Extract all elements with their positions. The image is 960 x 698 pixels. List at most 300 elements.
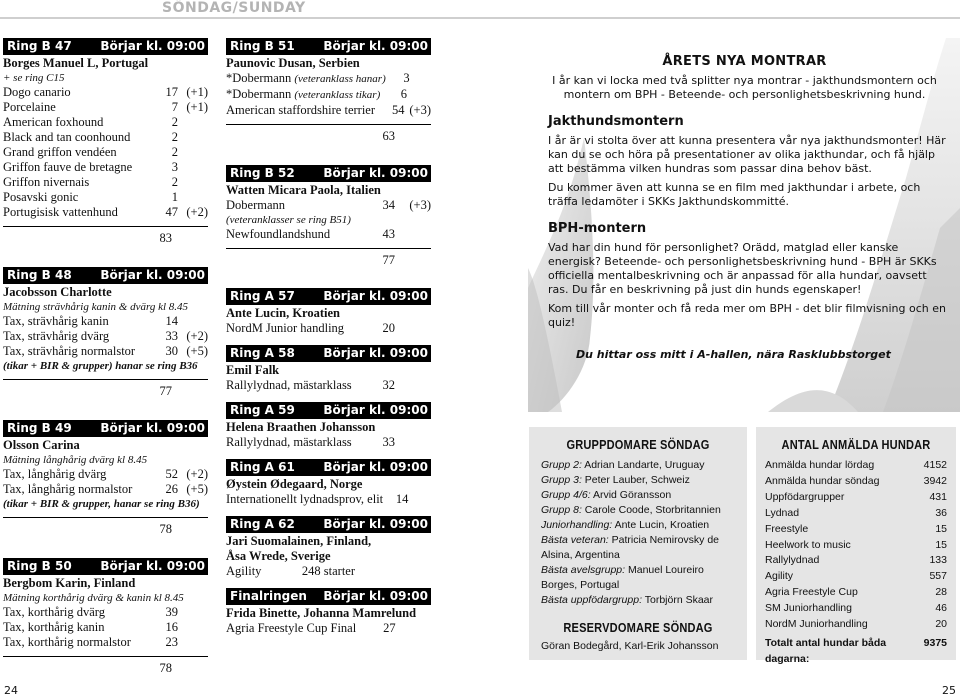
- entry-delta: [410, 71, 431, 87]
- section-heading-jakthund: Jakthundsmontern: [548, 114, 684, 129]
- antal-row: [765, 601, 947, 617]
- ring-total: 83: [159, 231, 172, 245]
- breed-name-text: Tax, strävhårig dvärg: [3, 329, 110, 343]
- breed-row: [226, 87, 431, 103]
- entry-count: 39: [165, 605, 178, 619]
- breed-row: [3, 145, 208, 160]
- ring-name: Ring A 62: [230, 517, 295, 531]
- ring-header-bar: [226, 516, 431, 533]
- montrar-location: Du hittar oss mitt i A-hallen, nära Rasklubbstorget: [576, 348, 891, 361]
- ring-start-time: Börjar kl. 09:00: [100, 268, 205, 282]
- entry-count: 26: [165, 482, 178, 496]
- ring-block: [3, 420, 208, 537]
- entry-count: 6: [400, 87, 407, 101]
- breed-name-text: *Dobermann: [226, 71, 292, 85]
- antal-label: Heelwork to music: [765, 538, 851, 551]
- breed-name: [3, 314, 146, 329]
- breed-name-text: Griffon nivernais: [3, 175, 90, 189]
- group-label: Grupp 8:: [541, 504, 582, 516]
- breed-name-text: Porcelaine: [3, 100, 56, 114]
- breed-name-text: American foxhound: [3, 115, 104, 129]
- antal-label: Anmälda hundar söndag: [765, 474, 880, 487]
- breed-row: [3, 314, 208, 329]
- ring-note: (tikar + BIR & grupper, hanar se ring B36): [3, 498, 200, 510]
- judge-name: Olsson Carina: [3, 438, 80, 452]
- judge-name: Ante Lucin, Kroatien: [226, 306, 341, 320]
- antal-value: 36: [935, 506, 947, 519]
- entry-delta: [408, 492, 431, 507]
- gruppdomare-item: [541, 533, 735, 563]
- judge-name: Emil Falk: [226, 363, 280, 377]
- breed-row: [226, 227, 431, 242]
- page-header: [0, 0, 960, 22]
- breed-row: [226, 198, 431, 213]
- breed-row: [226, 103, 431, 118]
- breed-name: [3, 205, 146, 220]
- antal-value: 46: [935, 602, 947, 615]
- group-label: Bästa avelsgrupp:: [541, 564, 626, 576]
- entry-delta: [178, 130, 208, 145]
- breed-name: [3, 130, 146, 145]
- antal-box: [756, 427, 956, 665]
- entry-delta: (+2): [186, 467, 208, 481]
- breed-name-text: Tax, korthårig dvärg: [3, 605, 105, 619]
- antal-label: Agility: [765, 570, 794, 583]
- breed-name-text: Grand griffon vendéen: [3, 145, 117, 159]
- antal-label: Uppfödargrupper: [765, 490, 845, 503]
- breed-name: [3, 344, 146, 359]
- breed-row: [226, 71, 431, 87]
- entry-delta: [395, 321, 431, 336]
- entry-delta: [178, 190, 208, 205]
- judge-name: Peter Lauber, Schweiz: [584, 474, 690, 486]
- entry-count: 7: [171, 100, 178, 114]
- ring-note: Mätning långhårig dvärg kl 8.45: [3, 454, 148, 466]
- antal-row: [765, 617, 947, 633]
- breed-name: [3, 145, 146, 160]
- page-number-right: 25: [942, 684, 956, 697]
- entry-count: 14: [165, 314, 178, 328]
- breed-name: [226, 378, 355, 393]
- judge-name: Manuel Loureiro Borges, Portugal: [541, 564, 704, 591]
- breed-row: [3, 160, 208, 175]
- entry-delta: [178, 635, 208, 650]
- breed-name-text: Portugisisk vattenhund: [3, 205, 118, 219]
- judge-name: Frida Binette, Johanna Mamrelund: [226, 606, 417, 620]
- ring-start-time: Börjar kl. 09:00: [100, 39, 205, 53]
- entry-delta: [395, 227, 431, 242]
- ring-header-bar: [3, 267, 208, 284]
- reservdomare-names: Göran Bodegård, Karl-Erik Johansson: [541, 640, 719, 652]
- breed-name-text: American staffordshire terrier: [226, 103, 376, 117]
- breed-name: [3, 635, 146, 650]
- breed-row: [226, 378, 431, 393]
- entry-delta: [407, 87, 431, 103]
- breed-name-text: Dogo canario: [3, 85, 71, 99]
- entry-count: 248 starter: [301, 564, 355, 578]
- ring-header-bar: [3, 558, 208, 575]
- middle-column: [226, 38, 431, 636]
- ring-start-time: Börjar kl. 09:00: [323, 166, 428, 180]
- antal-label: Anmälda hundar lördag: [765, 459, 875, 471]
- breed-row: [226, 621, 431, 636]
- antal-total-label: Totalt antal hundar båda dagarna:: [765, 636, 887, 665]
- breed-name-text: Internationellt lydnadsprov, elit: [226, 492, 384, 506]
- gruppdomare-item: [541, 563, 735, 593]
- breed-name-text: Tax, strävhårig kanin: [3, 314, 109, 328]
- ring-block: [3, 267, 208, 399]
- judge-name: Torbjörn Skaar: [644, 594, 714, 606]
- entry-count: 16: [165, 620, 178, 634]
- judge-name: Bergbom Karin, Finland: [3, 576, 136, 590]
- entry-delta: (+1): [186, 85, 208, 99]
- antal-label: NordM Juniorhandling: [765, 618, 868, 631]
- breed-name-text: Tax, strävhårig normalstor: [3, 344, 136, 358]
- gruppdomare-item: [541, 473, 735, 488]
- breed-name: [226, 71, 386, 87]
- antal-row: [765, 538, 947, 554]
- paragraph: Du kommer även att kunna se en film med jakthundar i arbete, och träffa ledamöter i SKKs Jakthundskommitté.: [548, 181, 921, 208]
- montrar-panel: [528, 38, 960, 412]
- ring-header-bar: [226, 588, 431, 605]
- header-rule: [0, 17, 960, 19]
- entry-count: 1: [171, 190, 178, 204]
- antal-title: ANTAL ANMÄLDA HUNDAR: [781, 437, 931, 452]
- montrar-intro: I år kan vi locka med två splitter nya montrar - jakthundsmontern och montern om BPH - Beteende- och personlighetsbeskrivning hund.: [552, 74, 937, 101]
- breed-name: [3, 620, 146, 635]
- ring-total: 77: [382, 253, 395, 267]
- breed-name-text: Agility: [226, 564, 262, 578]
- antal-row: [765, 522, 947, 538]
- antal-row: [765, 458, 947, 474]
- entry-delta: [178, 160, 208, 175]
- entry-delta: [395, 564, 431, 579]
- group-label: Grupp 3:: [541, 474, 582, 486]
- section-heading-bph: BPH-montern: [548, 221, 647, 236]
- judge-name: Carole Coode, Storbritannien: [584, 504, 721, 516]
- total-rule: [226, 124, 431, 125]
- ring-start-time: Börjar kl. 09:00: [323, 460, 428, 474]
- antal-value: 3942: [923, 474, 947, 487]
- montrar-text: [542, 38, 947, 361]
- judge-name: Øystein Ødegaard, Norge: [226, 477, 363, 491]
- breed-name: [3, 190, 146, 205]
- judge-name: Paunovic Dusan, Serbien: [226, 56, 360, 70]
- breed-name: [226, 435, 355, 450]
- judge-name: Jari Suomalainen, Finland, Åsa Wrede, Sverige: [226, 534, 372, 563]
- paragraph: Vad har din hund för personlighet? Orädd, matglad eller kanske energisk? Beteende- och personlighetsbeskrivning hund - BPH är SKKs officiella mentalbeskrivning och är anpassad för alla hundar, oavsett ras. Du får en beskrivning på just din hunds egenskaper!: [548, 241, 937, 296]
- breed-row: [3, 329, 208, 344]
- entry-count: 27: [383, 621, 396, 635]
- ring-name: Ring B 52: [230, 166, 295, 180]
- entry-count: 23: [165, 635, 178, 649]
- judge-name: Adrian Landarte, Uruguay: [584, 459, 705, 471]
- breed-row: [3, 115, 208, 130]
- total-rule: [3, 226, 208, 227]
- entry-count: 3: [403, 71, 410, 85]
- total-rule: [3, 379, 208, 380]
- breed-row: [3, 344, 208, 359]
- breed-name-text: Newfoundlandshund: [226, 227, 331, 241]
- entry-delta: (+5): [186, 344, 208, 358]
- breed-name: [226, 621, 356, 636]
- antal-row: [765, 506, 947, 522]
- group-label: Bästa uppfödargrupp:: [541, 594, 642, 606]
- gruppdomare-item: [541, 503, 735, 518]
- ring-start-time: Börjar kl. 09:00: [323, 403, 428, 417]
- breed-name: [3, 329, 146, 344]
- antal-row: [765, 474, 947, 490]
- ring-name: Ring B 47: [7, 39, 72, 53]
- breed-row: [3, 205, 208, 220]
- ring-name: Ring A 57: [230, 289, 295, 303]
- antal-value: 133: [929, 554, 947, 567]
- entry-delta: [395, 378, 431, 393]
- breed-name-text: NordM Junior handling: [226, 321, 345, 335]
- ring-header-bar: [3, 38, 208, 55]
- breed-name-text: Tax, korthårig kanin: [3, 620, 105, 634]
- class-note: (veteranklass tikar): [294, 89, 381, 101]
- ring-header-bar: [226, 288, 431, 305]
- breed-name: [3, 160, 146, 175]
- entry-delta: (+2): [186, 205, 208, 219]
- left-column: [3, 38, 208, 676]
- breed-name-text: Griffon fauve de bretagne: [3, 160, 133, 174]
- entry-count: 33: [165, 329, 178, 343]
- ring-name: Ring B 50: [7, 559, 72, 573]
- breed-name: [226, 321, 355, 336]
- ring-header-bar: [3, 420, 208, 437]
- antal-row: [765, 490, 947, 506]
- ring-block: [226, 288, 431, 336]
- reservdomare-title: RESERVDOMARE SÖNDAG: [563, 620, 713, 635]
- gruppdomare-item: [541, 458, 735, 473]
- breed-row: [3, 635, 208, 650]
- judge-name: Arvid Göransson: [592, 489, 672, 501]
- breed-row: [3, 482, 208, 497]
- breed-name: [226, 227, 355, 242]
- entry-count: 2: [171, 115, 178, 129]
- paragraph: Kom till vår monter och få reda mer om BPH - det blir filmvisning och en quiz!: [548, 302, 946, 329]
- entry-count: 17: [165, 85, 178, 99]
- ring-note: (veteranklasser se ring B51): [226, 214, 351, 226]
- ring-block: [226, 402, 431, 450]
- ring-header-bar: [226, 38, 431, 55]
- ring-block: [226, 165, 431, 268]
- ring-name: Ring B 51: [230, 39, 295, 53]
- ring-total: 63: [382, 129, 395, 143]
- gruppdomare-list: [541, 458, 735, 608]
- entry-count: 3: [171, 160, 178, 174]
- breed-name: [226, 564, 302, 579]
- breed-name-text: Tax, korthårig normalstor: [3, 635, 131, 649]
- ring-total: 78: [159, 661, 172, 675]
- ring-name: Ring B 48: [7, 268, 72, 282]
- antal-row: [765, 585, 947, 601]
- ring-header-bar: [226, 165, 431, 182]
- breed-row: [3, 467, 208, 482]
- entry-count: 20: [382, 321, 395, 335]
- entry-count: 2: [171, 175, 178, 189]
- entry-count: 43: [382, 227, 395, 241]
- entry-delta: [178, 620, 208, 635]
- breed-name-text: Dobermann: [226, 198, 286, 212]
- breed-name: [3, 100, 146, 115]
- entry-delta: (+1): [186, 100, 208, 114]
- breed-row: [3, 85, 208, 100]
- page-number-left: 24: [4, 684, 18, 697]
- ring-block: [3, 558, 208, 676]
- gruppdomare-title: GRUPPDOMARE SÖNDAG: [566, 437, 710, 452]
- total-rule: [3, 656, 208, 657]
- antal-value: 431: [929, 490, 947, 503]
- ring-start-time: Börjar kl. 09:00: [100, 421, 205, 435]
- entry-count: 2: [171, 145, 178, 159]
- page-title: SÖNDAG/SUNDAY: [152, 0, 316, 16]
- ring-block: [3, 38, 208, 246]
- breed-name-text: Tax, långhårig normalstor: [3, 482, 133, 496]
- entry-delta: (+3): [409, 103, 431, 117]
- ring-block: [226, 459, 431, 507]
- breed-row: [226, 321, 431, 336]
- entry-count: 14: [395, 492, 409, 506]
- breed-name: [3, 605, 146, 620]
- breed-row: [3, 605, 208, 620]
- breed-name-text: *Dobermann: [226, 87, 292, 101]
- judge-name: Patricia Nemirovsky de Alsina, Argentina: [541, 534, 720, 561]
- entry-count: 32: [382, 378, 395, 392]
- ring-block: [226, 588, 431, 636]
- judge-name: Jacobsson Charlotte: [3, 285, 112, 299]
- entry-count: 52: [165, 467, 178, 481]
- entry-delta: [178, 175, 208, 190]
- entry-delta: [178, 605, 208, 620]
- montrar-title: ÅRETS NYA MONTRAR: [662, 54, 827, 69]
- ring-start-time: Börjar kl. 09:00: [323, 39, 428, 53]
- judge-name: Ante Lucin, Kroatien: [614, 519, 710, 531]
- ring-header-bar: [226, 459, 431, 476]
- total-rule: [226, 248, 431, 249]
- group-label: Juniorhandling:: [541, 519, 613, 531]
- entry-count: 47: [165, 205, 178, 219]
- entry-count: 2: [171, 130, 178, 144]
- breed-row: [3, 130, 208, 145]
- gruppdomare-box: [529, 427, 747, 660]
- antal-value: 20: [935, 618, 947, 631]
- paragraph: I år är vi stolta över att kunna presentera vår nya jakthundsmonter! Här kan du se och höra på presentationer av olika jakthundar, och få hjälp att bestämma vilken hundras som passar dina behov bäst.: [548, 134, 946, 175]
- ring-header-bar: [226, 402, 431, 419]
- antal-label: SM Juniorhandling: [765, 602, 852, 615]
- ring-note: Mätning korthårig dvärg & kanin kl 8.45: [3, 592, 184, 604]
- breed-row: [226, 492, 431, 507]
- antal-row: [765, 569, 947, 585]
- entry-count: 34: [382, 198, 395, 212]
- breed-row: [3, 175, 208, 190]
- class-note: (veteranklass hanar): [294, 73, 386, 85]
- ring-start-time: Börjar kl. 09:00: [323, 517, 428, 531]
- entry-delta: [396, 621, 431, 636]
- ring-start-time: Börjar kl. 09:00: [323, 289, 428, 303]
- breed-name-text: Black and tan coonhound: [3, 130, 131, 144]
- entry-delta: (+2): [186, 329, 208, 343]
- breed-name: [3, 115, 146, 130]
- ring-total: 77: [159, 384, 172, 398]
- ring-block: [226, 516, 431, 579]
- judge-name: Watten Micara Paola, Italien: [226, 183, 381, 197]
- total-rule: [3, 517, 208, 518]
- antal-label: Agria Freestyle Cup: [765, 586, 858, 599]
- antal-label: Freestyle: [765, 522, 809, 535]
- entry-delta: [178, 314, 208, 329]
- antal-value: 557: [929, 570, 947, 583]
- breed-name-text: Rallylydnad, mästarklass: [226, 378, 352, 392]
- breed-row: [3, 620, 208, 635]
- antal-value: 28: [935, 586, 947, 599]
- antal-label: Lydnad: [765, 506, 800, 519]
- breed-row: [3, 100, 208, 115]
- ring-name: Finalringen: [230, 589, 307, 603]
- group-label: Grupp 2:: [541, 459, 582, 471]
- entry-delta: (+5): [186, 482, 208, 496]
- breed-name: [226, 198, 355, 213]
- antal-value: 15: [935, 522, 947, 535]
- ring-name: Ring A 61: [230, 460, 295, 474]
- breed-name: [3, 85, 146, 100]
- breed-row: [226, 564, 431, 579]
- antal-value: 15: [935, 538, 947, 551]
- breed-name: [3, 482, 146, 497]
- ring-block: [226, 345, 431, 393]
- entry-delta: (+3): [409, 198, 431, 212]
- breed-name-text: Rallylydnad, mästarklass: [226, 435, 352, 449]
- entry-count: 30: [165, 344, 178, 358]
- group-label: Grupp 4/6:: [541, 489, 591, 501]
- antal-row: [765, 553, 947, 569]
- breed-name: [226, 103, 375, 118]
- breed-name-text: Tax, långhårig dvärg: [3, 467, 107, 481]
- entry-count: 54: [391, 103, 405, 117]
- breed-name: [3, 175, 146, 190]
- ring-start-time: Börjar kl. 09:00: [323, 589, 428, 603]
- ring-note: + se ring C15: [3, 72, 65, 84]
- gruppdomare-item: [541, 488, 735, 503]
- ring-start-time: Börjar kl. 09:00: [100, 559, 205, 573]
- ring-name: Ring A 58: [230, 346, 295, 360]
- antal-list: [765, 458, 947, 633]
- judge-name: Borges Manuel L, Portugal: [3, 56, 149, 70]
- ring-start-time: Börjar kl. 09:00: [323, 346, 428, 360]
- ring-total: 78: [159, 522, 172, 536]
- ring-header-bar: [226, 345, 431, 362]
- entry-count: 33: [382, 435, 395, 449]
- gruppdomare-item: [541, 593, 735, 608]
- breed-row: [226, 435, 431, 450]
- entry-delta: [178, 115, 208, 130]
- breed-name-text: Agria Freestyle Cup Final: [226, 621, 357, 635]
- ring-note: (tikar + BIR & grupper) hanar se ring B36: [3, 360, 198, 372]
- breed-name: [3, 467, 146, 482]
- gruppdomare-item: [541, 518, 735, 533]
- ring-name: Ring B 49: [7, 421, 72, 435]
- breed-name: [226, 87, 380, 103]
- ring-note: Mätning strävhårig kanin & dvärg kl 8.45: [3, 301, 189, 313]
- judge-name: Helena Braathen Johansson: [226, 420, 376, 434]
- ring-block: [226, 38, 431, 144]
- entry-delta: [178, 145, 208, 160]
- ring-name: Ring A 59: [230, 403, 295, 417]
- antal-label: Rallylydnad: [765, 554, 820, 567]
- antal-value: 4152: [923, 459, 947, 471]
